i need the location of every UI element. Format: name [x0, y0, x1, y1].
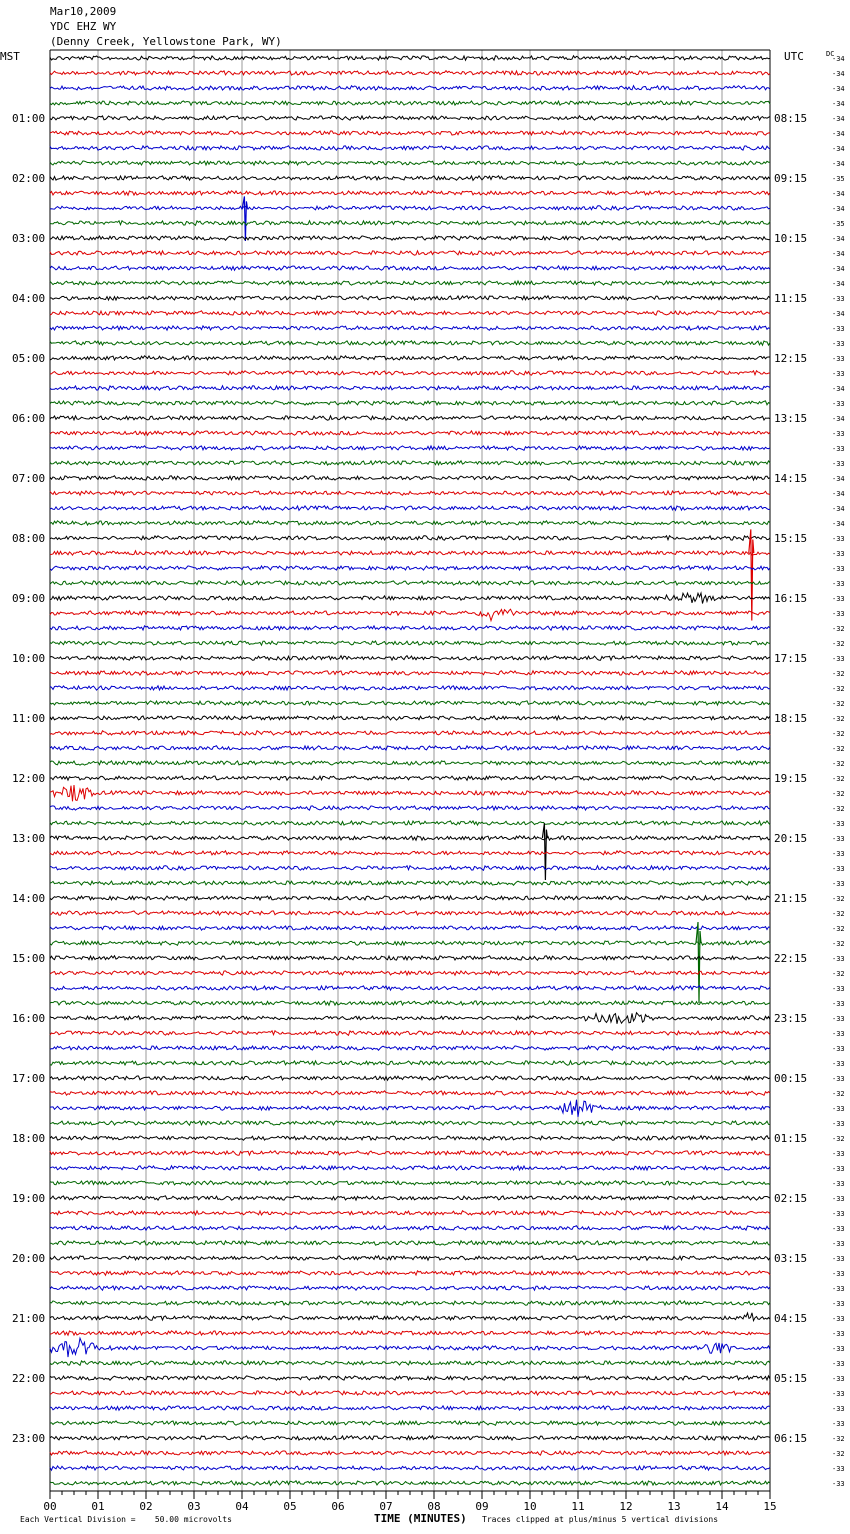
dc-offset-label: -33: [832, 655, 845, 663]
trace-line: [50, 986, 770, 991]
trace-line: [50, 1181, 770, 1185]
mst-hour-label: 20:00: [12, 1252, 46, 1265]
dc-offset-label: -33: [832, 1405, 845, 1413]
trace-line: [50, 1313, 770, 1321]
trace-line: [50, 1481, 770, 1486]
dc-offset-label: -33: [832, 445, 845, 453]
dc-offset-label: -33: [832, 1375, 845, 1383]
trace-line: [50, 956, 770, 960]
dc-offset-label: -34: [832, 490, 845, 498]
mst-hour-label: 21:00: [12, 1312, 46, 1325]
mst-hour-label: 23:00: [12, 1432, 46, 1445]
dc-offset-label: -32: [832, 715, 845, 723]
trace-line: [50, 341, 770, 346]
mst-hour-label: 13:00: [12, 832, 46, 845]
dc-offset-label: -32: [832, 775, 845, 783]
trace-line: [50, 1061, 770, 1065]
dc-offset-label: -33: [832, 325, 845, 333]
dc-offset-label: -33: [832, 1015, 845, 1023]
dc-offset-label: -34: [832, 235, 845, 243]
dc-offset-label: -34: [832, 115, 845, 123]
dc-offset-label: -33: [832, 1105, 845, 1113]
trace-line: [50, 1226, 770, 1230]
trace-line: [50, 746, 770, 750]
trace-line: [50, 491, 770, 495]
utc-hour-label: 18:15: [774, 712, 808, 725]
dc-offset-label: -34: [832, 250, 845, 258]
trace-line: [50, 56, 770, 60]
dc-offset-label: -33: [832, 1165, 845, 1173]
trace-line: [50, 221, 770, 226]
trace-line: [50, 641, 770, 645]
dc-offset-label: -33: [832, 835, 845, 843]
trace-line: [50, 401, 770, 405]
trace-line: [50, 1436, 770, 1440]
mst-hour-label: 04:00: [12, 292, 46, 305]
trace-line: [50, 86, 770, 91]
trace-line: [50, 911, 770, 915]
trace-line: [50, 785, 770, 801]
utc-hour-label: 23:15: [774, 1012, 808, 1025]
trace-line: [50, 821, 770, 825]
trace-line: [50, 371, 770, 375]
x-tick-label: 15: [763, 1500, 777, 1513]
dc-label: DC: [826, 50, 835, 58]
dc-offset-label: -33: [832, 295, 845, 303]
mst-hour-label: 01:00: [12, 112, 46, 125]
dc-offset-label: -32: [832, 760, 845, 768]
dc-offset-label: -34: [832, 145, 845, 153]
utc-hour-label: 12:15: [774, 352, 808, 365]
trace-lines: [50, 56, 770, 1486]
trace-line: [50, 566, 770, 570]
utc-hour-label: 02:15: [774, 1192, 808, 1205]
mst-hour-label: 17:00: [12, 1072, 46, 1085]
trace-line: [50, 311, 770, 315]
utc-hour-label: 13:15: [774, 412, 808, 425]
trace-line: [50, 1121, 770, 1125]
trace-line: [50, 1136, 770, 1141]
dc-offset-label: -33: [832, 370, 845, 378]
utc-hour-label: 11:15: [774, 292, 808, 305]
dc-offset-label: -34: [832, 520, 845, 528]
trace-line: [50, 176, 770, 181]
trace-line: [50, 686, 770, 690]
dc-offset-label: -33: [832, 1390, 845, 1398]
utc-hour-label: 16:15: [774, 592, 808, 605]
trace-line: [50, 1466, 770, 1470]
dc-offset-label: -32: [832, 940, 845, 948]
trace-line: [50, 1001, 770, 1005]
trace-line: [50, 671, 770, 675]
trace-line: [50, 296, 770, 300]
trace-line: [50, 656, 770, 661]
trace-line: [50, 1331, 770, 1335]
trace-line: [50, 1376, 770, 1380]
mst-hour-label: 02:00: [12, 172, 46, 185]
utc-hour-label: 08:15: [774, 112, 808, 125]
dc-offset-label: -34: [832, 280, 845, 288]
trace-line: [50, 206, 770, 210]
utc-hour-label: 06:15: [774, 1432, 808, 1445]
dc-offset-label: -33: [832, 1045, 845, 1053]
trace-line: [50, 356, 770, 360]
x-tick-label: 05: [283, 1500, 297, 1513]
trace-line: [50, 1031, 770, 1036]
trace-line: [50, 776, 770, 780]
dc-offset-label: -32: [832, 790, 845, 798]
dc-offset-label: -33: [832, 1315, 845, 1323]
trace-line: [50, 116, 770, 120]
trace-line: [50, 1271, 770, 1276]
x-tick-label: 12: [619, 1500, 633, 1513]
trace-line: [50, 881, 770, 885]
dc-offset-label: -34: [832, 265, 845, 273]
event-spike: [696, 922, 701, 1003]
dc-offset-label: -33: [832, 610, 845, 618]
utc-hour-label: 15:15: [774, 532, 808, 545]
clip-note: Traces clipped at plus/minus 5 vertical divisions: [482, 1515, 719, 1524]
utc-hour-label: 19:15: [774, 772, 808, 785]
trace-line: [50, 101, 770, 105]
trace-line: [50, 1406, 770, 1410]
dc-offset-label: -32: [832, 910, 845, 918]
dc-offset-label: -33: [832, 820, 845, 828]
header-location: (Denny Creek, Yellowstone Park, WY): [50, 35, 282, 48]
dc-offset-label: -34: [832, 160, 845, 168]
dc-offset-label: -33: [832, 1465, 845, 1473]
dc-offset-label: -32: [832, 730, 845, 738]
x-axis-title: TIME (MINUTES): [374, 1512, 467, 1525]
utc-hour-label: 22:15: [774, 952, 808, 965]
x-tick-label: 09: [475, 1500, 489, 1513]
trace-line: [50, 146, 770, 150]
mst-hour-label: 08:00: [12, 532, 46, 545]
dc-offset-label: -34: [832, 475, 845, 483]
mst-hour-label: 06:00: [12, 412, 46, 425]
trace-line: [50, 1256, 770, 1260]
mst-hour-label: 22:00: [12, 1372, 46, 1385]
x-tick-label: 10: [523, 1500, 537, 1513]
mst-hour-label: 10:00: [12, 652, 46, 665]
dc-offset-label: -32: [832, 670, 845, 678]
mst-hour-label: 18:00: [12, 1132, 46, 1145]
x-tick-label: 13: [667, 1500, 681, 1513]
trace-line: [50, 1091, 770, 1095]
dc-offset-label: -33: [832, 1180, 845, 1188]
dc-offset-label: -33: [832, 850, 845, 858]
trace-line: [50, 1286, 770, 1290]
trace-line: [50, 521, 770, 525]
trace-line: [50, 266, 770, 270]
dc-offset-label: -33: [832, 1330, 845, 1338]
trace-line: [50, 251, 770, 255]
x-tick-label: 00: [43, 1500, 57, 1513]
mst-hour-label: 05:00: [12, 352, 46, 365]
trace-line: [50, 71, 770, 75]
trace-line: [50, 446, 770, 450]
trace-line: [50, 1100, 770, 1117]
mst-zone-label: MST: [0, 50, 20, 63]
dc-offset-label: -32: [832, 925, 845, 933]
trace-line: [50, 281, 770, 285]
dc-offset-label: -33: [832, 1075, 845, 1083]
trace-line: [50, 506, 770, 511]
dc-offset-label: -32: [832, 640, 845, 648]
trace-line: [50, 1196, 770, 1200]
utc-hour-label: 04:15: [774, 1312, 808, 1325]
dc-offset-label: -33: [832, 565, 845, 573]
trace-line: [50, 1241, 770, 1245]
trace-line: [50, 461, 770, 465]
trace-line: [50, 476, 770, 480]
dc-offset-label: -33: [832, 550, 845, 558]
trace-line: [50, 326, 770, 330]
dc-offset-label: -34: [832, 130, 845, 138]
dc-offset-label: -33: [832, 1255, 845, 1263]
utc-hour-label: 14:15: [774, 472, 808, 485]
dc-offset-label: -35: [832, 220, 845, 228]
mst-hour-label: 12:00: [12, 772, 46, 785]
dc-offset-label: -33: [832, 1030, 845, 1038]
trace-line: [50, 851, 770, 855]
x-tick-label: 03: [187, 1500, 201, 1513]
utc-hour-label: 10:15: [774, 232, 808, 245]
header-date: Mar10,2009: [50, 5, 117, 18]
x-tick-label: 06: [331, 1500, 345, 1513]
dc-offset-label: -33: [832, 535, 845, 543]
trace-line: [50, 716, 770, 720]
trace-line: [50, 971, 770, 975]
dc-offset-label: -33: [832, 595, 845, 603]
trace-line: [50, 731, 770, 735]
dc-offset-label: -33: [832, 880, 845, 888]
dc-offset-label: -33: [832, 985, 845, 993]
x-tick-label: 02: [139, 1500, 153, 1513]
trace-line: [50, 761, 770, 765]
trace-line: [50, 416, 770, 420]
mst-hour-label: 07:00: [12, 472, 46, 485]
utc-hour-label: 00:15: [774, 1072, 808, 1085]
trace-line: [50, 1451, 770, 1455]
dc-offset-label: -32: [832, 1450, 845, 1458]
x-tick-label: 01: [91, 1500, 105, 1513]
dc-offset-label: -32: [832, 1090, 845, 1098]
dc-offset-label: -33: [832, 1360, 845, 1368]
dc-offset-label: -32: [832, 700, 845, 708]
trace-line: [50, 941, 770, 946]
trace-line: [50, 609, 770, 621]
mst-hour-label: 15:00: [12, 952, 46, 965]
trace-line: [50, 431, 770, 435]
utc-hour-label: 21:15: [774, 892, 808, 905]
dc-offset-label: -33: [832, 1345, 845, 1353]
dc-offset-label: -33: [832, 400, 845, 408]
dc-offset-label: -34: [832, 70, 845, 78]
dc-offset-label: -32: [832, 895, 845, 903]
dc-offset-label: -33: [832, 1195, 845, 1203]
trace-line: [50, 896, 770, 900]
dc-offset-label: -34: [832, 205, 845, 213]
dc-offset-label: -32: [832, 685, 845, 693]
trace-line: [50, 1211, 770, 1215]
mst-hour-label: 19:00: [12, 1192, 46, 1205]
mst-hour-label: 16:00: [12, 1012, 46, 1025]
dc-offset-label: -33: [832, 1060, 845, 1068]
dc-offset-label: -34: [832, 100, 845, 108]
dc-offset-label: -34: [832, 55, 845, 63]
trace-line: [50, 1013, 770, 1024]
dc-offset-label: -34: [832, 310, 845, 318]
trace-line: [50, 191, 770, 195]
trace-line: [50, 551, 770, 555]
axis-labels: [12, 55, 845, 1513]
trace-line: [50, 1391, 770, 1395]
mst-hour-label: 11:00: [12, 712, 46, 725]
dc-offset-label: -33: [832, 1210, 845, 1218]
trace-line: [50, 593, 770, 603]
trace-line: [50, 386, 770, 391]
trace-line: [50, 836, 770, 840]
x-tick-label: 07: [379, 1500, 393, 1513]
x-tick-label: 08: [427, 1500, 441, 1513]
dc-offset-label: -32: [832, 805, 845, 813]
utc-hour-label: 01:15: [774, 1132, 808, 1145]
dc-offset-label: -32: [832, 970, 845, 978]
utc-hour-label: 03:15: [774, 1252, 808, 1265]
x-tick-label: 14: [715, 1500, 729, 1513]
mst-hour-label: 03:00: [12, 232, 46, 245]
utc-zone-label: UTC: [784, 50, 804, 63]
trace-line: [50, 1076, 770, 1080]
dc-offset-label: -33: [832, 865, 845, 873]
mst-hour-label: 14:00: [12, 892, 46, 905]
trace-line: [50, 1151, 770, 1155]
utc-hour-label: 09:15: [774, 172, 808, 185]
trace-line: [50, 626, 770, 630]
dc-offset-label: -33: [832, 955, 845, 963]
trace-line: [50, 1361, 770, 1366]
trace-line: [50, 1338, 770, 1357]
utc-hour-label: 20:15: [774, 832, 808, 845]
dc-offset-label: -32: [832, 745, 845, 753]
dc-offset-label: -35: [832, 175, 845, 183]
event-spike: [749, 529, 754, 620]
trace-line: [50, 866, 770, 871]
dc-offset-label: -33: [832, 355, 845, 363]
dc-offset-label: -33: [832, 1000, 845, 1008]
dc-offset-label: -33: [832, 1300, 845, 1308]
dc-offset-label: -33: [832, 460, 845, 468]
trace-line: [50, 131, 770, 135]
dc-offset-label: -34: [832, 505, 845, 513]
trace-line: [50, 161, 770, 165]
trace-line: [50, 1166, 770, 1170]
trace-line: [50, 1421, 770, 1425]
x-tick-label: 11: [571, 1500, 585, 1513]
dc-offset-label: -33: [832, 430, 845, 438]
dc-offset-label: -32: [832, 1135, 845, 1143]
dc-offset-label: -33: [832, 1270, 845, 1278]
dc-offset-label: -34: [832, 190, 845, 198]
trace-line: [50, 581, 770, 585]
trace-line: [50, 1046, 770, 1050]
dc-offset-label: -34: [832, 385, 845, 393]
dc-offset-label: -33: [832, 340, 845, 348]
event-spike: [242, 196, 247, 241]
dc-offset-label: -33: [832, 1150, 845, 1158]
utc-hour-label: 05:15: [774, 1372, 808, 1385]
mst-hour-label: 09:00: [12, 592, 46, 605]
dc-offset-label: -33: [832, 1480, 845, 1488]
dc-offset-label: -34: [832, 85, 845, 93]
header-station: YDC EHZ WY: [50, 20, 117, 33]
scale-note: Each Vertical Division = 50.00 microvolts: [20, 1515, 232, 1524]
x-tick-label: 04: [235, 1500, 249, 1513]
trace-line: [50, 236, 770, 240]
utc-hour-label: 17:15: [774, 652, 808, 665]
trace-line: [50, 926, 770, 930]
dc-offset-label: -33: [832, 1420, 845, 1428]
trace-line: [50, 536, 770, 541]
dc-offset-label: -34: [832, 415, 845, 423]
dc-offset-label: -33: [832, 1240, 845, 1248]
trace-line: [50, 806, 770, 810]
dc-offset-label: -33: [832, 580, 845, 588]
trace-line: [50, 1301, 770, 1306]
dc-offset-label: -32: [832, 625, 845, 633]
dc-offset-label: -33: [832, 1285, 845, 1293]
dc-offset-label: -32: [832, 1435, 845, 1443]
trace-line: [50, 701, 770, 705]
dc-offset-label: -33: [832, 1225, 845, 1233]
dc-offset-label: -33: [832, 1120, 845, 1128]
